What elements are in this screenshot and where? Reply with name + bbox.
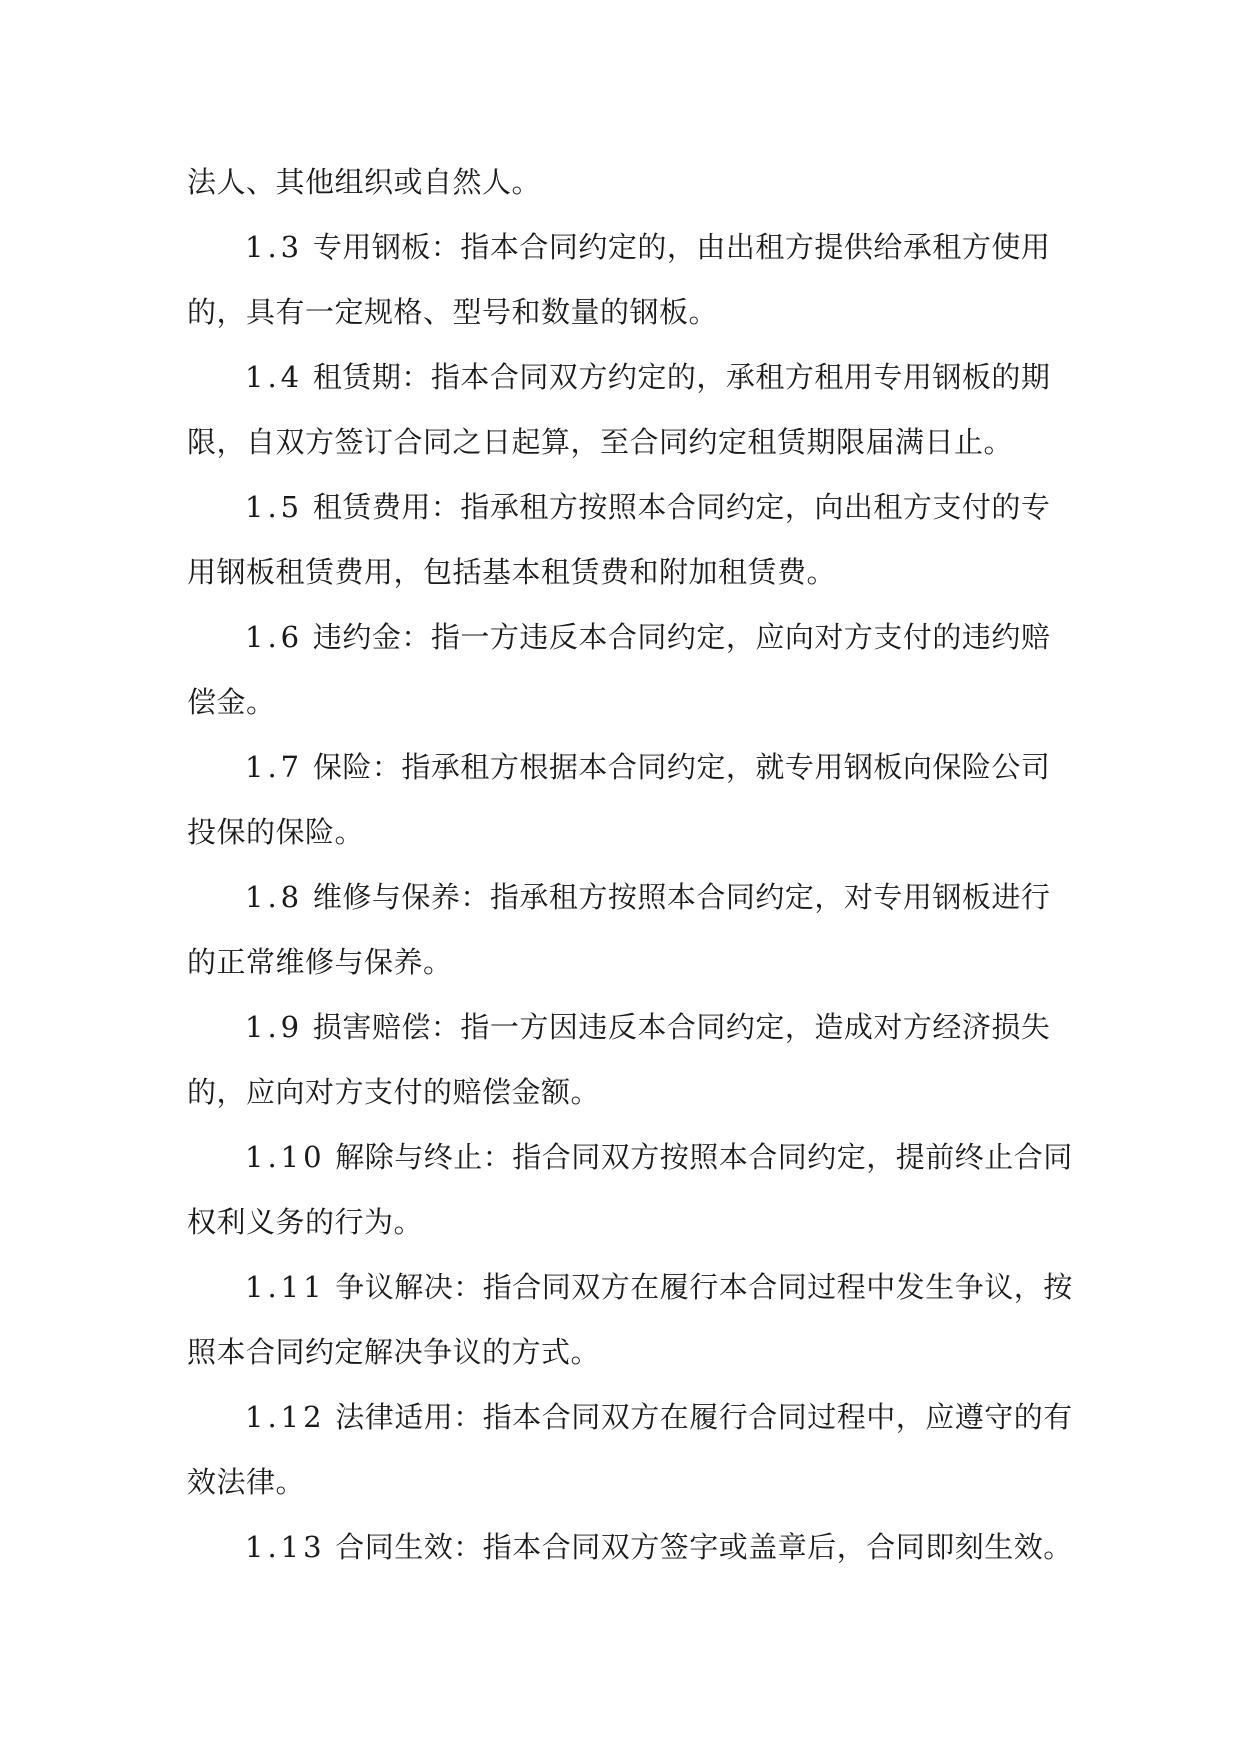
clause-number: 1.4 — [245, 360, 304, 394]
paragraph-line: 用钢板租赁费用，包括基本租赁费和附加租赁费。 — [187, 555, 837, 589]
clause-number: 1.9 — [245, 1010, 304, 1044]
clause-1-5 — [187, 475, 1057, 605]
clause-number: 1.6 — [245, 620, 304, 654]
paragraph-line — [187, 995, 1057, 1060]
clause-text: 违约金：指一方违反本合同约定，应向对方支付的违约赔 — [312, 620, 1051, 654]
paragraph-line — [187, 865, 1057, 930]
clause-number: 1.5 — [245, 490, 304, 524]
clause-text: 法律适用：指本合同双方在履行合同过程中，应遵守的有 — [335, 1400, 1073, 1434]
paragraph-line — [187, 345, 1057, 410]
paragraph-line — [187, 1255, 1073, 1320]
paragraph-line — [187, 475, 1057, 540]
clause-text: 解除与终止：指合同双方按照本合同约定，提前终止合同 — [335, 1140, 1073, 1174]
document-body — [187, 150, 1073, 1580]
clause-1-8 — [187, 865, 1057, 995]
clause-number: 1.8 — [245, 880, 304, 914]
paragraph-line: 的正常维修与保养。 — [187, 945, 453, 979]
paragraph-line: 的，具有一定规格、型号和数量的钢板。 — [187, 295, 719, 329]
paragraph-line: 权利义务的行为。 — [187, 1205, 424, 1239]
clause-number: 1.12 — [245, 1400, 326, 1434]
paragraph-continuation — [187, 150, 1057, 215]
clause-text: 专用钢板：指本合同约定的，由出租方提供给承租方使用 — [312, 230, 1051, 264]
clause-text: 损害赔偿：指一方因违反本合同约定，造成对方经济损失 — [312, 1010, 1051, 1044]
clause-text: 保险：指承租方根据本合同约定，就专用钢板向保险公司 — [312, 750, 1051, 784]
clause-number: 1.7 — [245, 750, 304, 784]
clause-number: 1.3 — [245, 230, 304, 264]
paragraph-line — [187, 1515, 1073, 1580]
clause-1-10 — [187, 1125, 1073, 1255]
clause-text: 租赁期：指本合同双方约定的，承租方租用专用钢板的期 — [312, 360, 1051, 394]
clause-1-11 — [187, 1255, 1073, 1385]
clause-1-3 — [187, 215, 1057, 345]
paragraph-line: 偿金。 — [187, 685, 276, 719]
paragraph-line — [187, 1385, 1073, 1450]
clause-1-12 — [187, 1385, 1073, 1515]
paragraph-line: 照本合同约定解决争议的方式。 — [187, 1335, 601, 1369]
paragraph-line — [187, 1125, 1073, 1190]
clause-1-4 — [187, 345, 1057, 475]
clause-1-7 — [187, 735, 1057, 865]
paragraph-line: 限，自双方签订合同之日起算，至合同约定租赁期限届满日止。 — [187, 425, 1014, 459]
clause-1-13 — [187, 1515, 1073, 1580]
clause-1-6 — [187, 605, 1057, 735]
clause-number: 1.11 — [245, 1270, 326, 1304]
clause-text: 合同生效：指本合同双方签字或盖章后，合同即刻生效。 — [335, 1530, 1073, 1564]
clause-1-9 — [187, 995, 1057, 1125]
paragraph-line: 效法律。 — [187, 1465, 306, 1499]
clause-number: 1.10 — [245, 1140, 326, 1174]
paragraph-line: 投保的保险。 — [187, 815, 365, 849]
clause-text: 维修与保养：指承租方按照本合同约定，对专用钢板进行 — [312, 880, 1051, 914]
clause-text: 租赁费用：指承租方按照本合同约定，向出租方支付的专 — [312, 490, 1051, 524]
paragraph-line — [187, 215, 1057, 280]
paragraph-line: 的，应向对方支付的赔偿金额。 — [187, 1075, 601, 1109]
paragraph-line — [187, 735, 1057, 800]
clause-text: 争议解决：指合同双方在履行本合同过程中发生争议，按 — [335, 1270, 1073, 1304]
paragraph-line — [187, 605, 1057, 670]
paragraph-line: 法人、其他组织或自然人。 — [187, 165, 542, 199]
clause-number: 1.13 — [245, 1530, 326, 1564]
